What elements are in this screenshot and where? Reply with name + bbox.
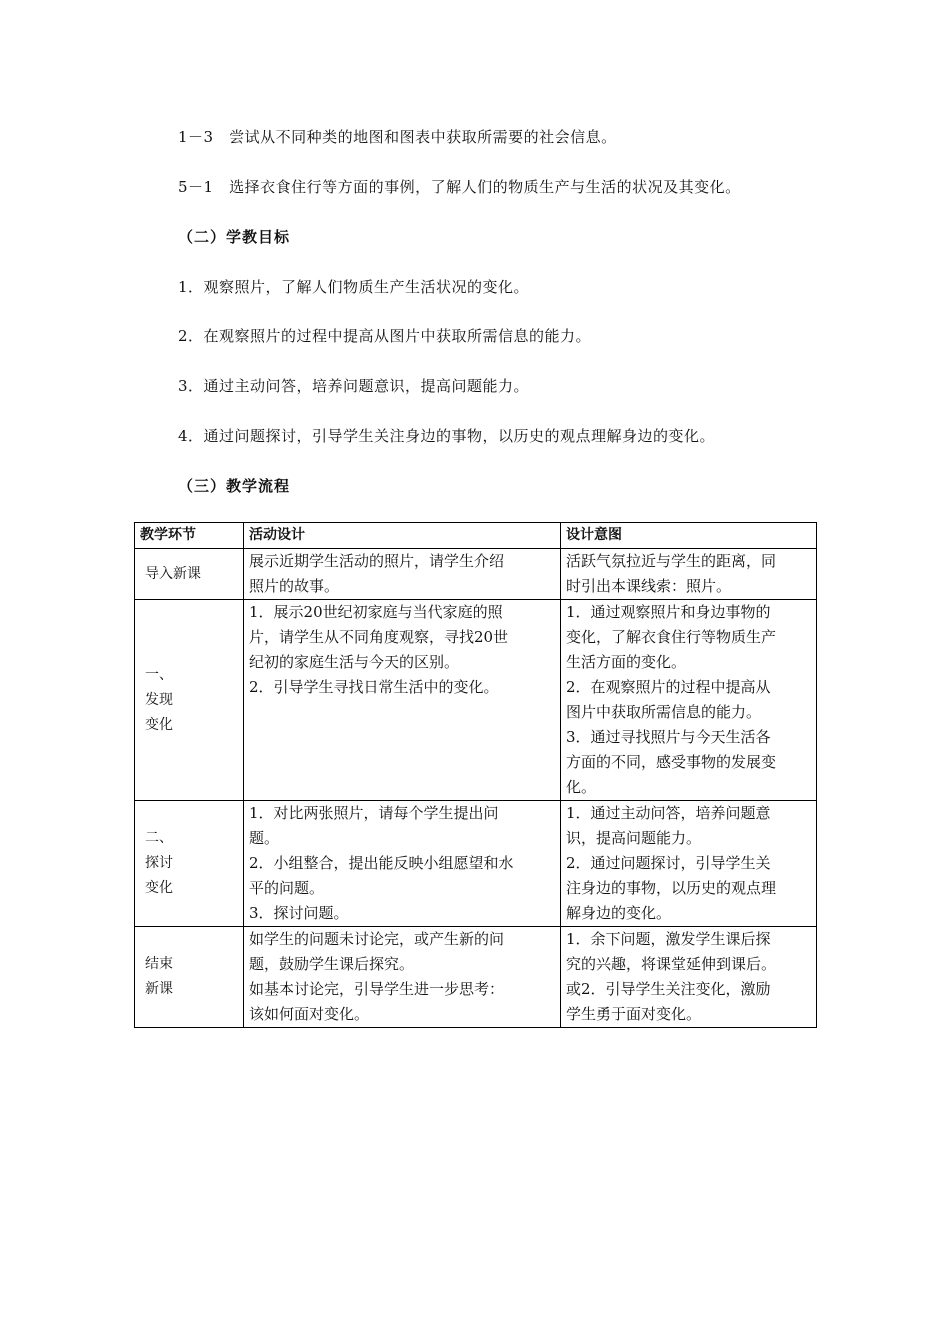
activity-line: 题，鼓励学生课后探究。 xyxy=(249,955,415,973)
intent-line: 活跃气氛拉近与学生的距离，同 xyxy=(566,552,777,570)
intent-line: 究的兴趣，将课堂延伸到课后。 xyxy=(566,955,777,973)
table-row xyxy=(135,549,817,600)
activity-line: 2．引导学生寻找日常生活中的变化。 xyxy=(249,678,499,696)
activity-line: 题。 xyxy=(249,829,280,847)
intent-line: 识，提高问题能力。 xyxy=(566,829,702,847)
goal-item-2: 2．在观察照片的过程中提高从图片中获取所需信息的能力。 xyxy=(178,327,592,345)
goal-item-1: 1．观察照片，了解人们物质生产生活状况的变化。 xyxy=(178,278,530,296)
intent-line: 1．通过观察照片和身边事物的 xyxy=(566,603,771,621)
header-intent: 设计意图 xyxy=(561,523,817,549)
table-row xyxy=(135,600,817,801)
intent-line: 时引出本课线索：照片。 xyxy=(566,577,732,595)
stage-cell xyxy=(135,600,244,801)
header-stage: 教学环节 xyxy=(135,523,244,549)
intent-line: 1．余下问题，激发学生课后探 xyxy=(566,930,771,948)
stage-text: 结束 xyxy=(145,956,173,972)
stage-cell xyxy=(135,927,244,1028)
activity-line: 照片的故事。 xyxy=(249,577,340,595)
activity-line: 展示近期学生活动的照片，请学生介绍 xyxy=(249,552,505,570)
stage-cell xyxy=(135,549,244,600)
intent-line: 2．在观察照片的过程中提高从 xyxy=(566,678,771,696)
activity-line: 2．小组整合，提出能反映小组愿望和水 xyxy=(249,854,514,872)
stage-text: 变化 xyxy=(145,880,173,896)
activity-line: 该如何面对变化。 xyxy=(249,1005,370,1023)
header-activity: 活动设计 xyxy=(244,523,561,549)
table-row xyxy=(135,927,817,1028)
activity-line: 1．对比两张照片，请每个学生提出问 xyxy=(249,804,499,822)
activity-cell xyxy=(244,600,561,801)
table-row xyxy=(135,801,817,927)
activity-line: 3．探讨问题。 xyxy=(249,904,349,922)
intent-line: 生活方面的变化。 xyxy=(566,653,687,671)
intent-line: 方面的不同，感受事物的发展变 xyxy=(566,753,777,771)
intent-cell xyxy=(561,801,817,927)
intent-line: 解身边的变化。 xyxy=(566,904,672,922)
intent-line: 或2．引导学生关注变化，激励 xyxy=(566,980,771,998)
intent-line: 3．通过寻找照片与今天生活各 xyxy=(566,728,771,746)
activity-cell xyxy=(244,927,561,1028)
stage-text: 一、 xyxy=(145,666,173,683)
activity-line: 如学生的问题未讨论完，或产生新的问 xyxy=(249,930,505,948)
activity-line: 如基本讨论完，引导学生进一步思考： xyxy=(249,980,505,998)
intent-cell xyxy=(561,927,817,1028)
standard-5-1: 5－1 选择衣食住行等方面的事例，了解人们的物质生产与生活的状况及其变化。 xyxy=(178,178,741,196)
intent-line: 化。 xyxy=(566,778,597,796)
intent-cell xyxy=(561,549,817,600)
stage-text: 二、 xyxy=(145,830,173,846)
teaching-flow-table xyxy=(134,522,817,1028)
intent-line: 注身边的事物，以历史的观点理 xyxy=(566,879,777,897)
intent-line: 1．通过主动问答，培养问题意 xyxy=(566,804,771,822)
stage-text: 探讨 xyxy=(145,855,173,871)
table-header-row xyxy=(135,523,817,549)
stage-cell xyxy=(135,801,244,927)
goal-item-4: 4．通过问题探讨，引导学生关注身边的事物，以历史的观点理解身边的变化。 xyxy=(178,427,716,445)
stage-text: 新课 xyxy=(145,981,173,997)
section-heading-flow: （三）教学流程 xyxy=(178,477,291,495)
activity-line: 平的问题。 xyxy=(249,879,325,897)
standard-1-3: 1－3 尝试从不同种类的地图和图表中获取所需要的社会信息。 xyxy=(178,128,617,146)
intent-line: 学生勇于面对变化。 xyxy=(566,1005,702,1023)
activity-line: 片，请学生从不同角度观察，寻找20世 xyxy=(249,628,509,646)
activity-line: 纪初的家庭生活与今天的区别。 xyxy=(249,653,460,671)
activity-cell xyxy=(244,549,561,600)
goal-item-3: 3．通过主动问答，培养问题意识，提高问题能力。 xyxy=(178,377,530,395)
intent-line: 变化，了解衣食住行等物质生产 xyxy=(566,628,777,646)
activity-line: 1．展示20世纪初家庭与当代家庭的照 xyxy=(249,603,503,621)
intent-line: 2．通过问题探讨，引导学生关 xyxy=(566,854,771,872)
stage-text: 发现 xyxy=(145,691,173,708)
activity-cell xyxy=(244,801,561,927)
section-heading-goals: （二）学教目标 xyxy=(178,228,291,246)
stage-text: 变化 xyxy=(145,716,173,733)
intent-cell xyxy=(561,600,817,801)
intent-line: 图片中获取所需信息的能力。 xyxy=(566,703,762,721)
stage-text: 导入新课 xyxy=(145,565,201,582)
